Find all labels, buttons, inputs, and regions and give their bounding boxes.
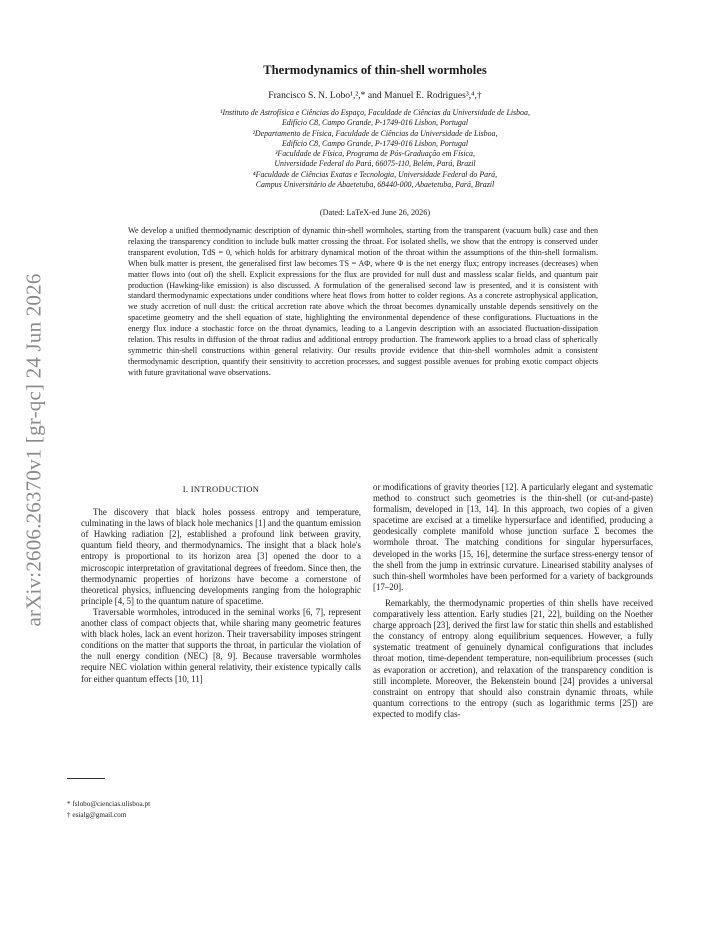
section-heading: I. INTRODUCTION (182, 484, 260, 494)
footnote-email: † esialg@gmail.com (67, 810, 127, 819)
affiliations (90, 108, 660, 190)
body-paragraph: Remarkably, the thermodynamic properties of thin shells have received comparatively less attention. Early studies [21, 22], building on the Noether charge approach [23], derived the first law for static thin shells and established the constancy of entropy along equilibrium sequences. However, a fully systematic treatment of genuinely dynamical configurations that includes throat motion, time-dependent temperature, non-equilibrium processes (such as evaporation or accretion), and relaxation of the transparency condition is still incomplete. Moreover, the Bekenstein bound [24] provides a universal constraint on entropy that should also constrain dynamic throats, while quantum corrections to the entropy (such as logarithmic terms [25]) are expected to modify clas- (373, 597, 653, 719)
footnote-email: * fslobo@ciencias.ulisboa.pt (67, 800, 151, 808)
affiliation-line: Edifício C8, Campo Grande, P-1749-016 Lisbon, Portugal (281, 118, 469, 128)
right-column (373, 482, 653, 720)
footnotes (67, 799, 347, 820)
affiliation-line: ²Departamento de Física, Faculdade de Ciências da Universidade de Lisboa, (252, 128, 498, 138)
affiliation-line: ³Faculdade de Física, Programa de Pós-Graduação em Física, (275, 149, 475, 159)
body-paragraph: The discovery that black holes possess entropy and temperature, culminating in the laws of black hole mechanics [1] and the quantum emission of Hawking radiation [2], established a profound link between gravity, quantum field theory, and thermodynamics. The insight that a black hole's entropy is proportional to its horizon area [3] opened the door to a microscopic interpretation of gravitational degrees of freedom. Since then, the thermodynamic properties of horizons have become a cornerstone of theoretical physics, influencing developments ranging from the holographic principle [4, 5] to the quantum nature of spacetime. (81, 507, 361, 606)
body-paragraph: Traversable wormholes, introduced in the seminal works [6, 7], represent another class of compact objects that, while sharing many geometric features with black holes, lack an event horizon. Their traversability imposes stringent conditions on the matter that supports the throat, in particular the violation of the null energy condition (NEC) [8, 9]. Because traversable wormholes require NEC violation within general relativity, their existence typically calls for either quantum effects [10, 11] (81, 606, 361, 684)
left-column (81, 482, 361, 685)
paper-title: Thermodynamics of thin-shell wormholes (263, 63, 487, 77)
affiliation-line: Universidade Federal do Pará, 66075-110, Belém, Pará, Brazil (274, 159, 476, 169)
arxiv-identifier-text: arXiv:2606.26370v1 [gr-qc] 24 Jun 2026 (21, 273, 46, 627)
affiliation-line: Edifício C8, Campo Grande, P-1749-016 Lisbon, Portugal (281, 138, 469, 148)
abstract: We develop a unified thermodynamic description of dynamic thin-shell wormholes, starting from the transparent (vacuum bulk) case and then relaxing the transparency condition to include bulk matter crossing the throat. For isolated shells, we show that the entropy is conserved under transparent evolution, TdS = 0, which holds for arbitrary dynamical motion of the throat within the assumptions of the thin-shell formalism. When bulk matter is present, the generalised first law becomes TS = AΦ, where Φ is the net energy flux; entropy increases (decreases) when matter flows into (out of) the shell. Explicit expressions for the flux are provided for null dust and massless scalar fields, and quantum pair production (Hawking-like emission) is also discussed. A formulation of the generalised second law is presented, and it is consistent with standard thermodynamic expectations under conditions where heat flows from hotter to colder regions. As a concrete astrophysical application, we study accretion of null dust: the critical accretion rate above which the throat becomes dynamically unstable depends sensitively on the spacetime geometry and the shell equation of state, highlighting the environmental dependence of these configurations. Fluctuations in the energy flux induce a stochastic force on the throat dynamics, leading to a Langevin description with an associated fluctuation-dissipation relation. This results in diffusion of the throat radius and additional entropy production. The framework applies to a broad class of spherically symmetric thin-shell constructions within general relativity. Our results provide evidence that thin-shell wormholes admit a consistent thermodynamic description, quantify their sensitivity to accretion processes, and suggest possible avenues for probing exotic compact objects with future gravitational wave observations. (128, 226, 598, 377)
affiliation-line: Campus Universitário de Abaetetuba, 68440-000, Abaetetuba, Pará, Brazil (255, 180, 495, 190)
date-line: (Dated: LaTeX-ed June 26, 2026) (319, 208, 431, 217)
footnote-separator (67, 778, 105, 779)
author-list: Francisco S. N. Lobo¹,²,* and Manuel E. Rodrigues³,⁴,† (268, 90, 482, 101)
body-paragraph: or modifications of gravity theories [12]. A particularly elegant and systematic method to construct such geometries is the thin-shell (or cut-and-paste) formalism, developed in [13, 14]. In this approach, two copies of a given spacetime are excised at a timelike hypersurface and identified, producing a geodesically complete manifold whose junction surface Σ becomes the wormhole throat. The matching conditions for singular hypersurfaces, developed in the works [15, 16], determine the surface stress-energy tensor of the shell from the jump in extrinsic curvature. Linearised stability analyses of such thin-shell wormholes have been performed for a variety of backgrounds [17–20]. (373, 482, 653, 592)
affiliation-line: ¹Instituto de Astrofísica e Ciências do Espaço, Faculdade de Ciências da Universidade de Lisboa, (220, 108, 530, 117)
affiliation-line: ⁴Faculdade de Ciências Exatas e Tecnologia, Universidade Federal do Pará, (252, 169, 498, 179)
arxiv-identifier-stamp (14, 250, 54, 650)
